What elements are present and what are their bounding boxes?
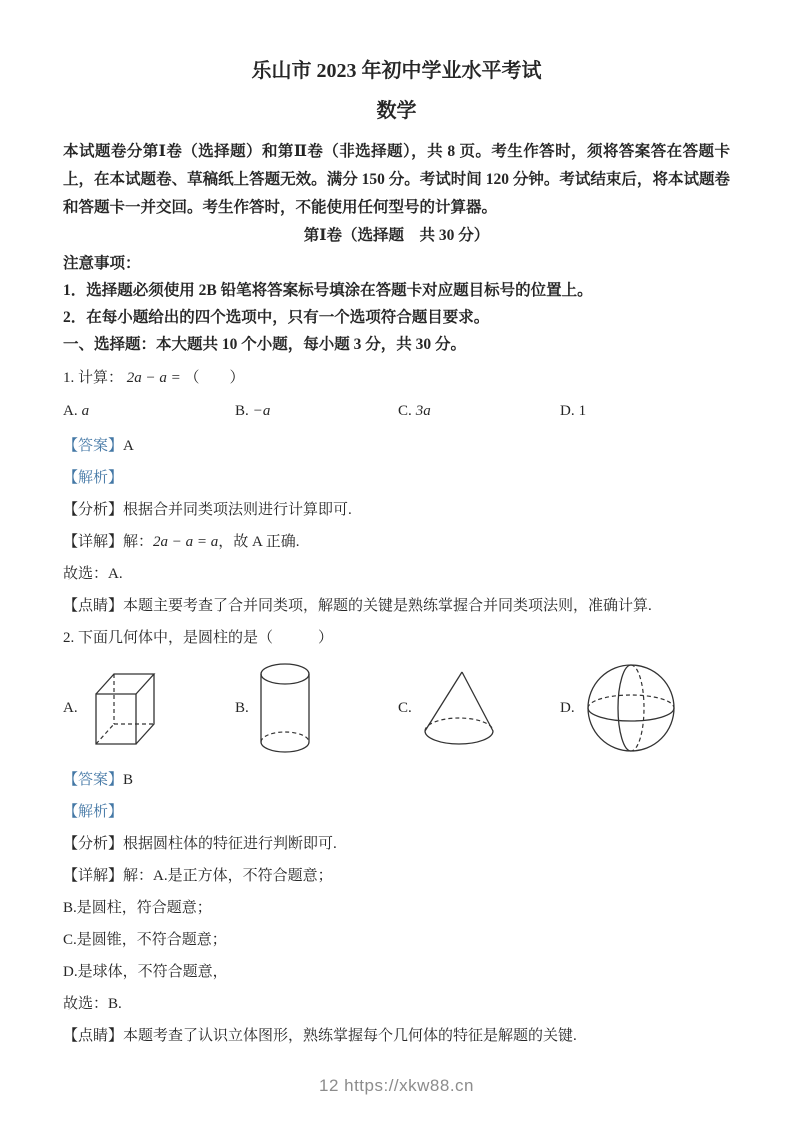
- option-b-label: B.: [235, 699, 249, 716]
- question-2-answer-line: [63, 770, 730, 791]
- option-a-label: A.: [63, 403, 78, 419]
- detail-prefix: 解：: [123, 534, 154, 550]
- option-d-value: 1: [578, 403, 587, 419]
- sphere-shape-icon: [585, 660, 677, 756]
- option-a: [63, 403, 235, 420]
- document-title: 乐山市 2023 年初中学业水平考试: [251, 60, 542, 82]
- note-text: 本题主要考查了合并同类项，解题的关键是熟练掌握合并同类项法则，准确计算.: [123, 598, 652, 614]
- question-2-options: [63, 660, 730, 756]
- page-footer-url: 12 https://xkw88.cn: [318, 1076, 475, 1095]
- question-1-answer-line: [63, 436, 730, 457]
- question-2-detail-line-4: D.是球体，不符合题意，: [63, 964, 228, 980]
- question-1-conclusion: 故选：A.: [63, 566, 123, 582]
- analysis-text: 根据合并同类项法则进行计算即可.: [123, 502, 352, 518]
- answer-value: B: [123, 772, 134, 788]
- question-2-blank: （ ）: [258, 630, 334, 646]
- option-c-label: C.: [398, 699, 412, 716]
- option-b-value: −a: [252, 403, 271, 419]
- document-subject: 数学: [376, 100, 417, 122]
- question-2-analysis-header: [63, 802, 730, 823]
- option-a-cube: [63, 666, 235, 750]
- question-1-number: 1.: [63, 370, 75, 386]
- analysis-header-label: 【解析】: [63, 804, 124, 820]
- option-c: [398, 403, 560, 420]
- analysis-header-label: 【解析】: [63, 470, 124, 486]
- question-2-text: 下面几何体中，是圆柱的是: [78, 630, 259, 646]
- option-d: [560, 403, 730, 420]
- answer-label: 【答案】: [63, 772, 124, 788]
- note-label: 【点睛】: [63, 598, 124, 614]
- cylinder-shape-icon: [259, 662, 311, 754]
- option-d-label: D.: [560, 403, 575, 419]
- notice-item-2: 2．在每小题给出的四个选项中，只有一个选项符合题目要求。: [63, 309, 490, 326]
- cube-shape-icon: [88, 666, 158, 750]
- question-1-analysis-line: [63, 500, 730, 521]
- question-2-note-line: [63, 1026, 730, 1047]
- question-1-blank: （ ）: [184, 370, 245, 386]
- detail-label: 【详解】: [63, 534, 124, 550]
- analysis-text: 根据圆柱体的特征进行判断即可.: [123, 836, 337, 852]
- question-1-formula: 2a − a =: [126, 370, 181, 386]
- question-1-label: 计算：: [78, 370, 124, 386]
- question-2-stem: [63, 628, 730, 649]
- option-c-value: 3a: [415, 403, 431, 419]
- section-1-title: 第Ⅰ卷（选择题 共 30 分）: [303, 227, 490, 244]
- part-1-heading: 一、选择题：本大题共 10 个小题，每小题 3 分，共 30 分。: [63, 336, 467, 353]
- detail-label: 【详解】: [63, 868, 124, 884]
- analysis-label: 【分析】: [63, 836, 124, 852]
- option-a-label: A.: [63, 699, 78, 716]
- answer-label: 【答案】: [63, 438, 124, 454]
- detail-formula: 2a − a = a: [153, 534, 219, 550]
- question-2-detail-line-1: [63, 866, 730, 887]
- question-1-analysis-header: [63, 468, 730, 489]
- option-b-label: B.: [235, 403, 249, 419]
- detail-suffix: ，故 A 正确.: [218, 534, 300, 550]
- notices-title: 注意事项：: [63, 255, 141, 272]
- option-a-value: a: [81, 403, 90, 419]
- question-2-conclusion: 故选：B.: [63, 996, 122, 1012]
- question-2-detail-line-2: B.是圆柱，符合题意；: [63, 900, 212, 916]
- analysis-label: 【分析】: [63, 502, 124, 518]
- option-d-sphere: [560, 660, 730, 756]
- cone-shape-icon: [422, 667, 496, 749]
- detail-text: 解：A.是正方体，不符合题意；: [123, 868, 333, 884]
- option-b-cylinder: [235, 662, 398, 754]
- option-c-label: C.: [398, 403, 412, 419]
- option-b: [235, 403, 398, 420]
- question-2-number: 2.: [63, 630, 75, 646]
- option-c-cone: [398, 667, 560, 749]
- notice-item-1: 1．选择题必须使用 2B 铅笔将答案标号填涂在答题卡对应题目标号的位置上。: [63, 282, 593, 299]
- question-2-detail-line-3: C.是圆锥，不符合题意；: [63, 932, 227, 948]
- question-2-analysis-line: [63, 834, 730, 855]
- question-1-stem: [63, 368, 730, 389]
- question-1-options: [63, 403, 730, 420]
- answer-value: A: [123, 438, 134, 454]
- exam-instructions-paragraph: 本试题卷分第Ⅰ卷（选择题）和第Ⅱ卷（非选择题），共 8 页。考生作答时，须将答案答在答题卡上，在本试题卷、草稿纸上答题无效。满分 150 分。考试时间 120 分钟。考试结束后，将本试题卷和答题卡一并交回。考生作答时，不能使用任何型号的计算器。: [63, 143, 730, 216]
- note-text: 本题考查了认识立体图形，熟练掌握每个几何体的特征是解题的关键.: [123, 1028, 577, 1044]
- note-label: 【点睛】: [63, 1028, 124, 1044]
- question-1-note-line: [63, 596, 730, 617]
- option-d-label: D.: [560, 699, 575, 716]
- question-1-detail-line: [63, 532, 730, 553]
